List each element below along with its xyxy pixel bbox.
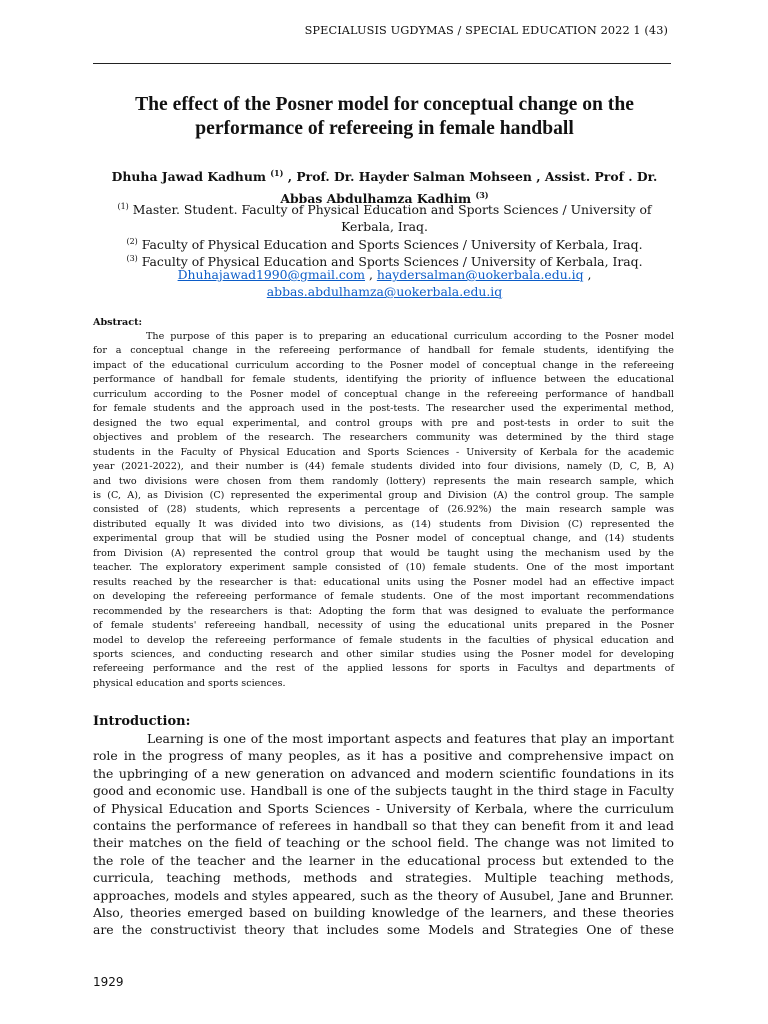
abstract-line: of female students' refereeing handball, necessity of using the educational units prepared in the Posner	[93, 620, 674, 632]
abstract-line: is (C, A), as Division (C) represented the experimental group and Division (A) the control group. The sample	[93, 489, 674, 501]
abstract-line: recommended by the researchers is that: Adopting the form that was designed to evaluate the performance	[93, 605, 674, 617]
abstract-line: performance of handball for female students, identifying the priority of influence between the educational	[93, 374, 674, 386]
abstract-line: physical education and sports sciences.	[93, 677, 286, 689]
affiliation-marker: (2)	[126, 237, 138, 246]
email-separator: ,	[365, 267, 377, 282]
affiliation-text: Kerbala, Iraq.	[341, 219, 428, 234]
running-header: SPECIALUSIS UGDYMAS / SPECIAL EDUCATION 2022 1 (43)	[304, 24, 668, 37]
body-line: curricula, teaching methods, methods and strategies. Multiple teaching methods,	[93, 870, 674, 886]
affiliation-marker: (1)	[117, 202, 129, 211]
abstract-line: students in the Faculty of Physical Education and Sports Sciences - University of Kerbala for the academic	[93, 446, 674, 458]
author-name: Dhuha Jawad Kadhum	[111, 169, 271, 184]
body-line: good and economic use. Handball is one of the subjects taught in the third stage in Faculty	[93, 783, 674, 799]
abstract-line: teacher. The exploratory experiment sample consisted of (10) female students. One of the most important	[93, 562, 674, 574]
body-line: the upbringing of a new generation on advanced and modern scientific foundations in its	[93, 765, 674, 781]
abstract-line: for a conceptual change in the refereeing performance of handball for female students, identifying the	[93, 345, 674, 357]
abstract-line: designed the two equal experimental, and control groups with pre and post-tests in order to suit the	[93, 417, 674, 429]
introduction-body	[93, 730, 674, 939]
body-line: contains the performance of referees in handball so that they can benefit from it and lead	[93, 818, 674, 834]
body-line: of Physical Education and Sports Sciences - University of Kerbala, where the curriculum	[93, 800, 674, 816]
abstract-body	[93, 330, 674, 691]
abstract-line: results reached by the researcher is that: educational units using the Posner model had an effective impact	[93, 576, 674, 588]
header-rule	[93, 63, 671, 64]
body-line: the role of the teacher and the learner in the educational process but extended to the	[93, 852, 674, 868]
abstract-line: curriculum according to the Posner model of conceptual change in the refereeing performance of handball	[93, 388, 674, 400]
body-line: Also, theories emerged based on building knowledge of the learners, and these theories	[93, 905, 674, 921]
body-line: are the constructivist theory that includes some Models and Strategies One of these	[93, 922, 674, 938]
abstract-line: sports sciences, and conducting research and other similar studies using the Posner model for developing	[93, 648, 674, 660]
affiliation-marker: (3)	[475, 190, 489, 200]
email-link-2[interactable]: haydersalman@uokerbala.edu.iq	[376, 267, 584, 282]
introduction-heading: Introduction:	[93, 714, 191, 729]
affiliation-marker: (1)	[270, 168, 284, 178]
email-separator: ,	[583, 267, 592, 282]
affiliation-marker: (3)	[126, 254, 138, 263]
author-line	[93, 164, 676, 186]
abstract-line: objectives and problem of the research. The researchers community was determined by the third stage	[93, 432, 674, 444]
title-line: The effect of the Posner model for conceptual change on the	[135, 94, 634, 115]
affiliation-text: Faculty of Physical Education and Sports Sciences / University of Kerbala, Iraq.	[137, 237, 643, 252]
body-line: role in the progress of many peoples, as it has a positive and comprehensive impact on	[93, 748, 674, 764]
abstract-line: refereeing performance and the rest of the applied lessons for sports in Facultys and departments of	[93, 663, 674, 675]
page-number: 1929	[93, 975, 124, 989]
paper-title	[93, 93, 676, 141]
affiliation-1	[93, 198, 676, 235]
body-line: Learning is one of the most important aspects and features that play an important	[147, 731, 674, 746]
body-line: approaches, models and styles appeared, such as the theory of Ausubel, Jane and Brunner.	[93, 887, 674, 903]
abstract-line: on developing the refereeing performance of female students. One of the most important recommendations	[93, 591, 674, 603]
author-emails	[93, 266, 676, 300]
author-name: Abbas Abdulhamza Kadhim	[280, 191, 476, 206]
abstract-line: impact of the educational curriculum according to the Posner model of conceptual change in the refereeing	[93, 359, 674, 371]
abstract-label: Abstract:	[93, 317, 143, 328]
abstract-line: consisted of (28) students, which represents a percentage of (26.92%) the main research sample was	[93, 504, 674, 516]
abstract-line: distributed equally It was divided into two divisions, as (14) students from Division (C) represented the	[93, 518, 674, 530]
abstract-line: year (2021-2022), and their number is (44) female students divided into four divisions, namely (D, C, B, A)	[93, 461, 674, 473]
abstract-line: and two divisions were chosen from them randomly (lottery) represents the main research sample, which	[93, 475, 674, 487]
abstract-line: experimental group that will be studied using the Posner model of conceptual change, and (14) students	[93, 533, 674, 545]
email-link-1[interactable]: Dhuhajawad1990@gmail.com	[177, 267, 366, 282]
abstract-line: from Division (A) represented the control group that would be taught using the mechanism used by the	[93, 547, 674, 559]
email-link-3[interactable]: abbas.abdulhamza@uokerbala.edu.iq	[266, 284, 503, 299]
author-name: , Prof. Dr. Hayder Salman Mohseen , Assist. Prof . Dr.	[283, 169, 658, 184]
abstract-line: model to develop the refereeing performance of female students in the faculties of physical education and	[93, 634, 674, 646]
affiliation-text: Faculty of Physical Education and Sports Sciences / University of Kerbala, Iraq.	[137, 254, 643, 269]
abstract-line: The purpose of this paper is to preparing an educational curriculum according to the Posner model	[146, 331, 674, 342]
affiliation-text: Master. Student. Faculty of Physical Education and Sports Sciences / University of	[128, 202, 652, 217]
body-line: their matches on the field of teaching or the school field. The change was not limited to	[93, 835, 674, 851]
abstract-line: for female students and the approach used in the post-tests. The researcher used the experimental method,	[93, 403, 674, 415]
title-line: performance of refereeing in female handball	[195, 118, 574, 139]
